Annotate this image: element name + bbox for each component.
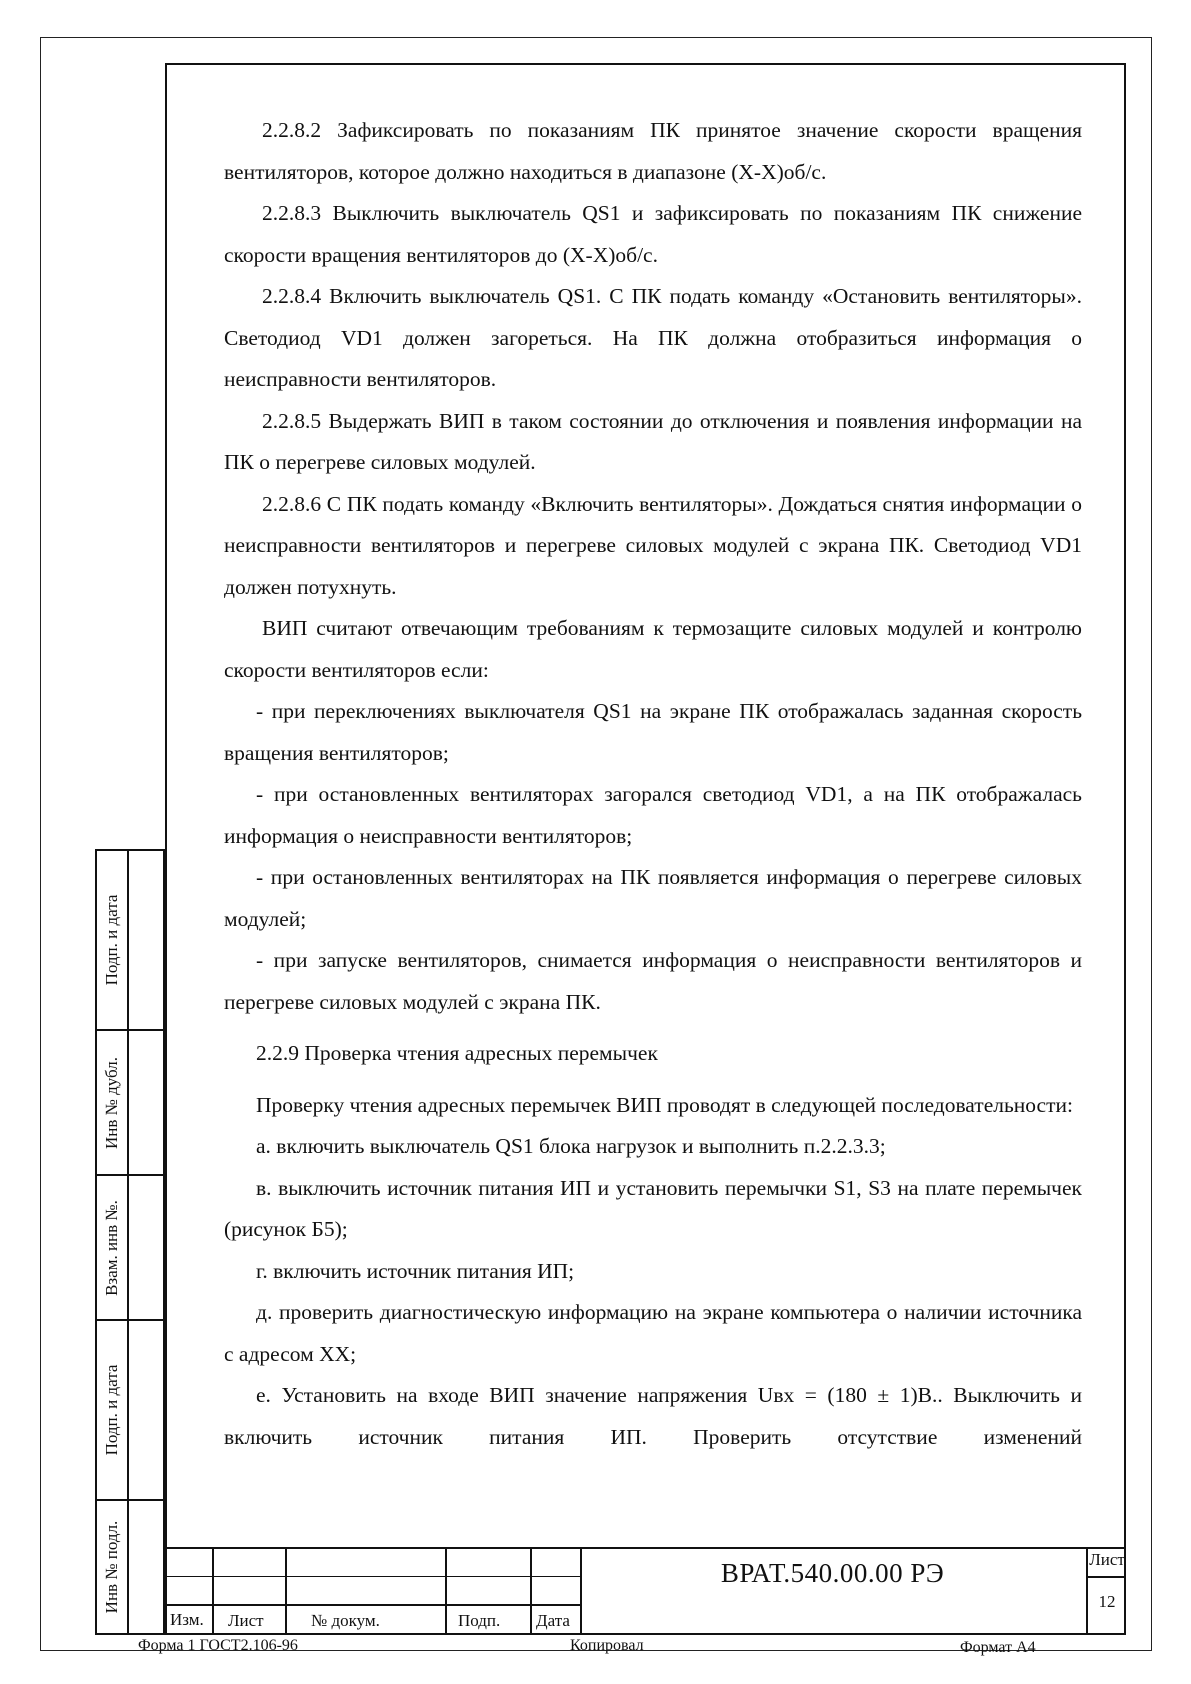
footer-copied: Копировал [570,1637,644,1654]
side-label-podp-data-1: Подп. и дата [102,894,121,986]
paragraph-2-2-8-3: 2.2.8.3 Выключить выключатель QS1 и зафиксировать по показаниям ПК снижение скорости вращения вентиляторов до (Х-Х)об/с. [224,201,1082,267]
title-block-sheet-line [1086,1576,1126,1578]
side-label-podp-data-2: Подп. и дата [102,1364,121,1456]
sheet-label: Лист [1089,1550,1125,1569]
title-block-data: Дата [536,1611,570,1630]
list-item-step-e: е. Установить на входе ВИП значение напряжения Uвх = (180 ± 1)В.. Выключить и включить источник питания ИП. Проверить отсутствие изменений [224,1383,1082,1449]
paragraph-2-2-8-4: 2.2.8.4 Включить выключатель QS1. С ПК подать команду «Остановить вентиляторы». Светодиод VD1 должен загореться. На ПК должна отобразиться информация о неисправности вентиляторов. [224,284,1082,391]
side-cell-podp-data-1 [95,849,165,1029]
document-code: ВРАТ.540.00.00 РЭ [720,1558,945,1588]
side-label-inv-dubl: Инв № дубл. [102,1056,121,1149]
section-heading-2-2-9: 2.2.9 Проверка чтения адресных перемычек [256,1041,658,1065]
title-block-top-line [165,1547,1126,1549]
document-body [224,110,1082,1458]
side-label-inv-podl: Инв № подл. [102,1520,121,1614]
side-cell-vzam-inv [95,1174,165,1319]
title-block-list: Лист [228,1611,264,1630]
side-cell-inv-podl [95,1499,165,1635]
side-cell-inv-dubl [95,1029,165,1174]
list-item-step-a: а. включить выключатель QS1 блока нагрузок и выполнить п.2.2.3.3; [256,1134,886,1158]
title-block-col-line-2 [285,1547,287,1635]
sheet-number: 12 [1098,1592,1116,1611]
title-block-podp: Подп. [458,1611,501,1630]
title-block-col-line-4 [530,1547,532,1635]
side-cell-podp-data-2 [95,1319,165,1499]
list-item-step-g: г. включить источник питания ИП; [256,1258,575,1283]
title-block-col-line-3 [445,1547,447,1635]
paragraph-2-2-8-6: 2.2.8.6 С ПК подать команду «Включить вентиляторы». Дождаться снятия информации о неисправности вентиляторов и перегреве силовых модулей с экрана ПК. Светодиод VD1 должен потухнуть. [224,491,1082,599]
list-item-step-d: д. проверить диагностическую информацию на экране компьютера о наличии источника с адресом ХХ; [224,1300,1082,1366]
side-stamp-column [95,849,165,1635]
title-block-n-dokum: № докум. [311,1611,380,1630]
paragraph-check-intro: Проверку чтения адресных перемычек ВИП проводят в следующей последовательности: [256,1092,1073,1117]
title-block-row-line-1 [165,1576,580,1577]
paragraph-requirements-intro: ВИП считают отвечающим требованиям к термозащите силовых модулей и контролю скорости вентиляторов если: [224,616,1082,682]
footer-format: Формат А4 [960,1639,1036,1656]
title-block-izm: Изм. [170,1610,204,1629]
list-item-requirement-4: - при запуске вентиляторов, снимается информация о неисправности вентиляторов и перегреве силовых модулей с экрана ПК. [224,948,1082,1014]
paragraph-2-2-8-2: 2.2.8.2 Зафиксировать по показаниям ПК принятое значение скорости вращения вентиляторов, которое должно находиться в диапазоне (Х-Х)об/с. [224,118,1082,184]
footer-form: Форма 1 ГОСТ2.106-96 [138,1637,298,1654]
paragraph-2-2-8-5: 2.2.8.5 Выдержать ВИП в таком состоянии до отключения и появления информации на ПК о перегреве силовых модулей. [224,408,1082,474]
title-block-col-line-1 [212,1547,214,1635]
side-label-vzam-inv: Взам. инв №. [102,1199,121,1296]
list-item-requirement-3: - при остановленных вентиляторах на ПК появляется информация о перегреве силовых модулей; [224,865,1082,931]
list-item-requirement-1: - при переключениях выключателя QS1 на экране ПК отображалась заданная скорость вращения вентиляторов; [224,699,1082,765]
list-item-step-v: в. выключить источник питания ИП и установить перемычки S1, S3 на плате перемычек (рисунок Б5); [224,1175,1082,1241]
list-item-requirement-2: - при остановленных вентиляторах загорался светодиод VD1, а на ПК отображалась информация о неисправности вентиляторов; [224,782,1082,848]
title-block-row-line-2 [165,1604,580,1606]
